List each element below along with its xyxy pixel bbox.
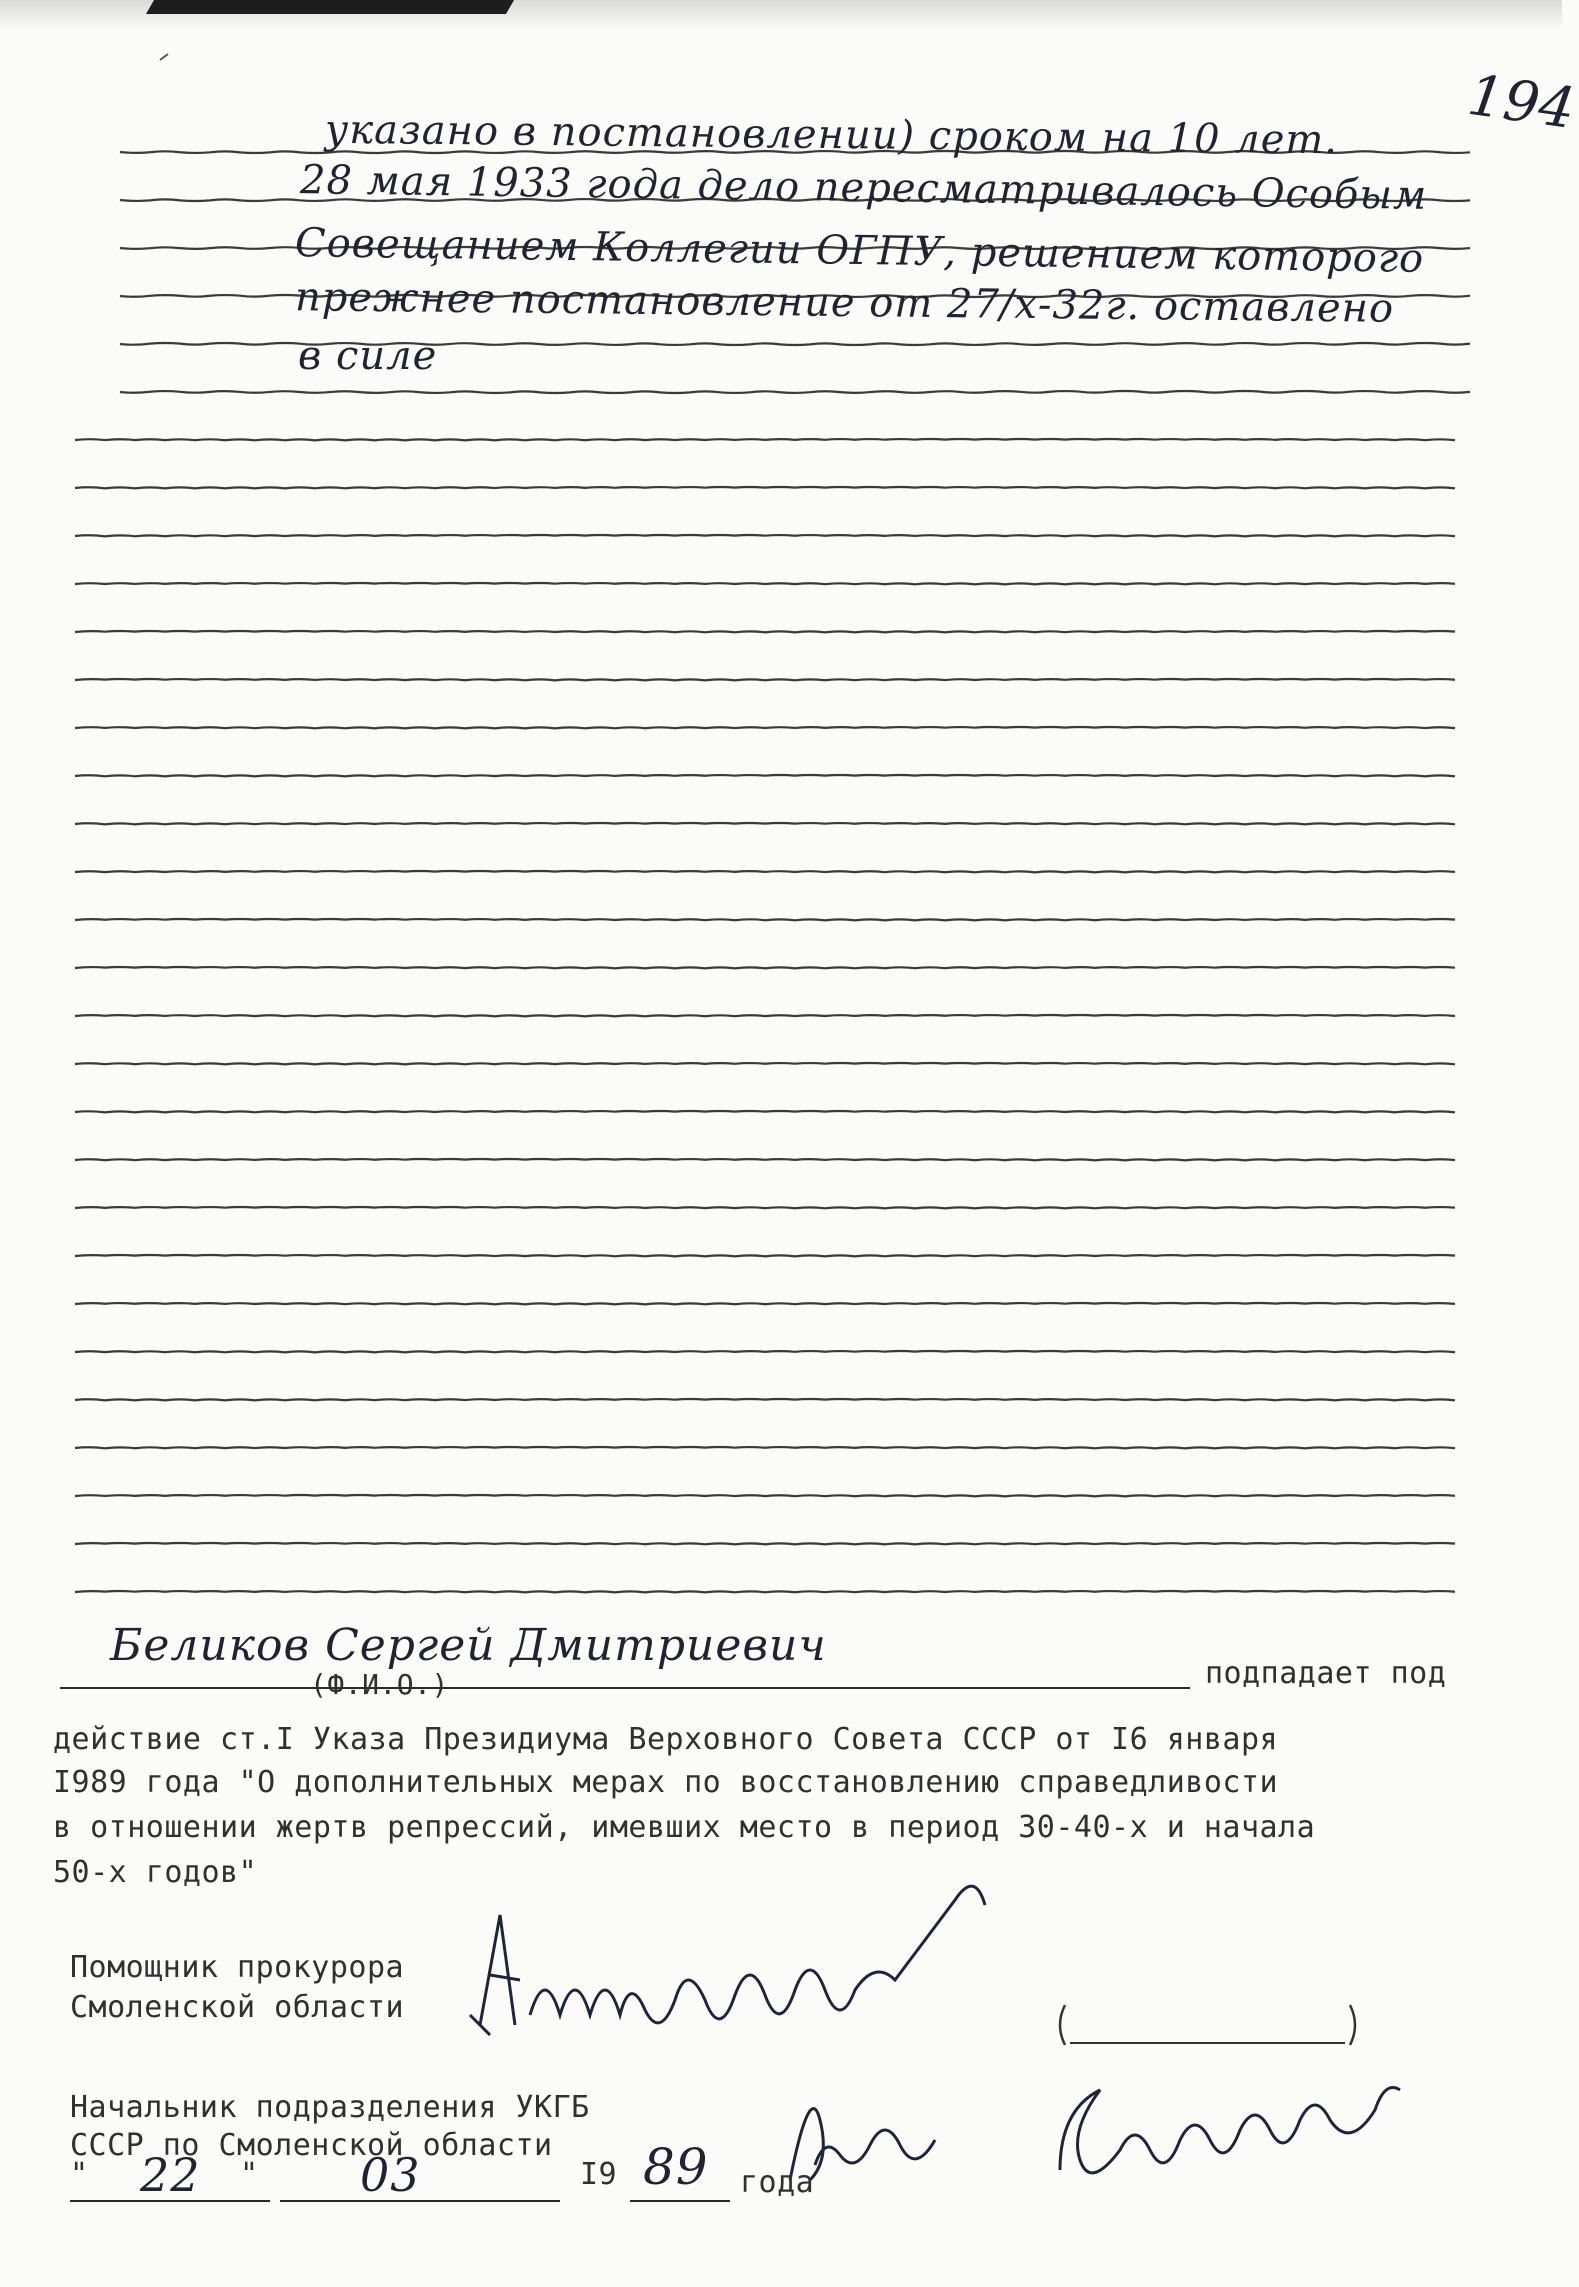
handwritten-line-5: в силе <box>298 333 438 379</box>
ruled-line <box>75 967 1455 968</box>
date-year-prefix: I9 <box>580 2157 618 2192</box>
date-month-underline <box>280 2200 560 2202</box>
signatory-2-region: СССР по Смоленской области <box>70 2128 553 2163</box>
date-year-word: года <box>740 2165 815 2200</box>
punch-mark <box>160 54 168 60</box>
ruled-line <box>120 391 1470 393</box>
ruled-line <box>75 1351 1455 1352</box>
ruled-line <box>75 1111 1455 1112</box>
paragraph-line-1: действие ст.I Указа Президиума Верховного Совета СССР от I6 января <box>53 1722 1279 1757</box>
handwritten-line-3: Совещанием Коллегии ОГПУ, решением которого <box>294 220 1425 282</box>
date-year-suffix: 89 <box>643 2138 709 2196</box>
paragraph-line-2: I989 года "О дополнительных мерах по восстановлению справедливости <box>53 1765 1279 1800</box>
person-name: Беликов Сергей Дмитриевич <box>110 1620 827 1671</box>
ruled-line <box>75 535 1455 536</box>
page-number: 194 <box>1463 62 1579 143</box>
handwritten-line-2: 28 мая 1933 года дело пересматривалось Особым <box>299 157 1428 219</box>
signatory-1-region: Смоленской области <box>70 1990 405 2025</box>
falls-under-text: подпадает под <box>1205 1656 1447 1691</box>
kgb-chief-signature <box>770 2070 1450 2220</box>
handwritten-line-4: прежнее постановление от 27/х-32г. оставлено <box>294 274 1395 332</box>
ruled-line <box>75 1015 1455 1016</box>
empty-name-bracket <box>1050 2000 1370 2050</box>
signatory-2-title: Начальник подразделения УКГБ <box>70 2090 590 2125</box>
ruled-line <box>75 1447 1455 1448</box>
name-underline <box>60 1687 1190 1689</box>
date-quote-close: " <box>240 2157 259 2192</box>
date-quote-open: " <box>70 2157 89 2192</box>
ruled-line <box>75 1159 1455 1160</box>
ruled-line <box>75 439 1455 440</box>
handwritten-line-1: указано в постановлении) сроком на 10 лет. <box>324 106 1339 164</box>
ruled-line <box>75 1303 1455 1304</box>
ruled-line <box>75 727 1455 728</box>
ruled-line <box>75 919 1455 920</box>
ruled-line <box>75 775 1455 776</box>
ruled-line <box>75 679 1455 680</box>
ruled-line <box>75 1207 1455 1208</box>
ruled-line <box>75 871 1455 872</box>
ruled-line <box>75 1255 1455 1256</box>
fio-label: (Ф.И.О.) <box>310 1668 449 1701</box>
ruled-line <box>75 631 1455 632</box>
ruled-line <box>75 1591 1455 1592</box>
prosecutor-signature <box>460 1895 1080 2045</box>
paragraph-line-3: в отношении жертв репрессий, имевших место в период 30-40-х и начала <box>53 1810 1316 1845</box>
ruled-line <box>75 1063 1455 1064</box>
date-year-underline <box>630 2200 730 2202</box>
date-month: 03 <box>360 2148 421 2202</box>
signatory-1-title: Помощник прокурора <box>70 1950 405 1985</box>
date-day: 22 <box>140 2148 201 2202</box>
ruled-line <box>75 1399 1455 1400</box>
ruled-line <box>75 583 1455 584</box>
ruled-line <box>75 1495 1455 1496</box>
date-day-underline <box>70 2200 270 2202</box>
ruled-line <box>75 487 1455 488</box>
ruled-line <box>75 823 1455 824</box>
ruled-line <box>75 1543 1455 1544</box>
paragraph-line-4: 50-х годов" <box>53 1855 258 1890</box>
